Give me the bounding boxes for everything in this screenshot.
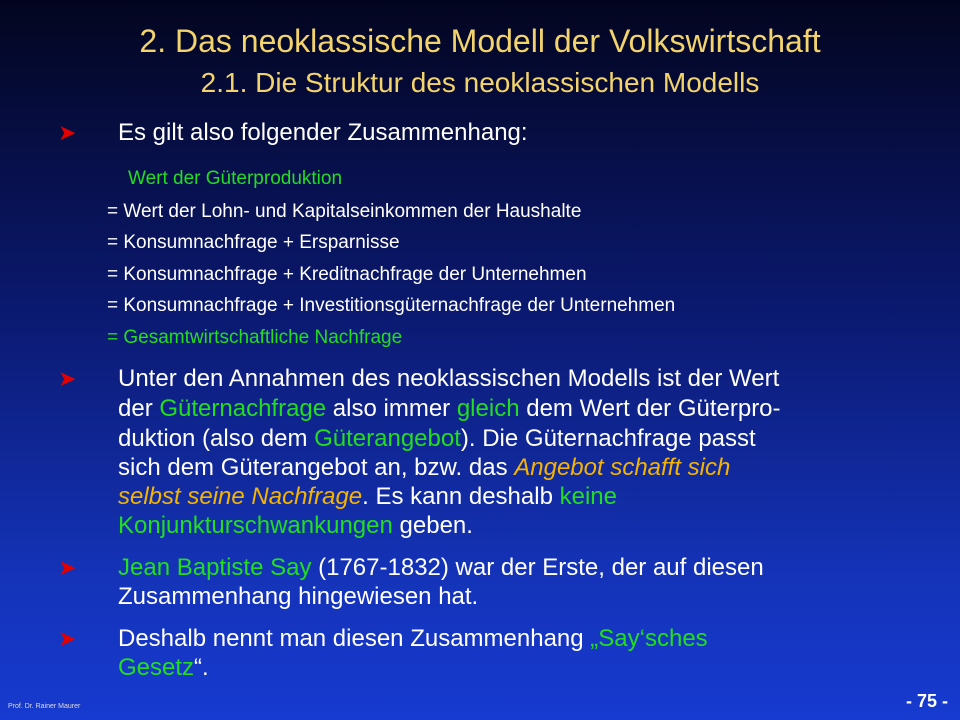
- text-span: Deshalb nennt man diesen Zusammenhang: [118, 625, 591, 652]
- bullet-arrow-icon: ➤: [58, 366, 77, 391]
- text-span: . Es kann deshalb: [362, 483, 560, 510]
- text-span: ). Die Güternachfrage passt: [460, 425, 756, 452]
- text-span: also immer: [326, 395, 457, 422]
- bullet-arrow-icon: ➤: [58, 626, 77, 651]
- text-span: duktion (also dem: [118, 425, 315, 452]
- paragraph-line: [118, 455, 730, 480]
- highlight-text: Gesetz: [118, 654, 195, 681]
- paragraph-line: [118, 513, 473, 538]
- equation-line: = Gesamtwirtschaftliche Nachfrage: [107, 327, 403, 348]
- paragraph-line: [118, 626, 708, 651]
- emphasis-text: selbst seine Nachfrage: [118, 483, 363, 510]
- highlight-text: Güterangebot: [314, 425, 461, 452]
- paragraph-line: Zusammenhang hingewiesen hat.: [118, 583, 479, 610]
- text-span: “.: [194, 654, 209, 681]
- text-span: (1767-1832) war der Erste, der auf diesen: [311, 554, 764, 581]
- paragraph-line: [118, 396, 781, 421]
- equation-line: = Konsumnachfrage + Kreditnachfrage der Unternehmen: [107, 264, 587, 285]
- text-span: dem Wert der Güterpro-: [519, 395, 781, 422]
- slide-subtitle: 2.1. Die Struktur des neoklassischen Modells: [200, 67, 760, 98]
- equation-line: Wert der Güterproduktion: [128, 168, 343, 189]
- bullet-arrow-icon: ➤: [58, 555, 77, 580]
- paragraph-line: [118, 655, 209, 680]
- page-number: - 75 -: [905, 691, 948, 711]
- paragraph-line: Unter den Annahmen des neoklassischen Modells ist der Wert: [118, 365, 780, 392]
- equation-line: = Konsumnachfrage + Ersparnisse: [107, 232, 400, 253]
- paragraph-line: [118, 426, 756, 451]
- highlight-text: „Say‘sches: [590, 625, 708, 652]
- text-span: geben.: [392, 512, 473, 539]
- highlight-text: Konjunkturschwankungen: [118, 512, 393, 539]
- paragraph-line: [118, 484, 617, 509]
- highlight-text: Jean Baptiste Say: [118, 554, 312, 581]
- equation-line: = Konsumnachfrage + Investitionsgüternachfrage der Unternehmen: [107, 295, 676, 316]
- bullet-arrow-icon: ➤: [58, 120, 77, 145]
- paragraph-line: [118, 555, 764, 580]
- bullet-text: Es gilt also folgender Zusammenhang:: [118, 119, 528, 146]
- slide-title: 2. Das neoklassische Modell der Volkswirtschaft: [139, 23, 821, 59]
- footer-author: Prof. Dr. Rainer Maurer: [8, 703, 81, 710]
- text-span: sich dem Güterangebot an, bzw. das: [118, 454, 515, 481]
- highlight-text: gleich: [456, 395, 520, 422]
- equation-line: = Wert der Lohn- und Kapitalseinkommen der Haushalte: [107, 201, 582, 222]
- highlight-text: Güternachfrage: [159, 395, 327, 422]
- text-span: der: [118, 395, 160, 422]
- emphasis-text: Angebot schafft sich: [514, 454, 731, 481]
- highlight-text: keine: [559, 483, 617, 510]
